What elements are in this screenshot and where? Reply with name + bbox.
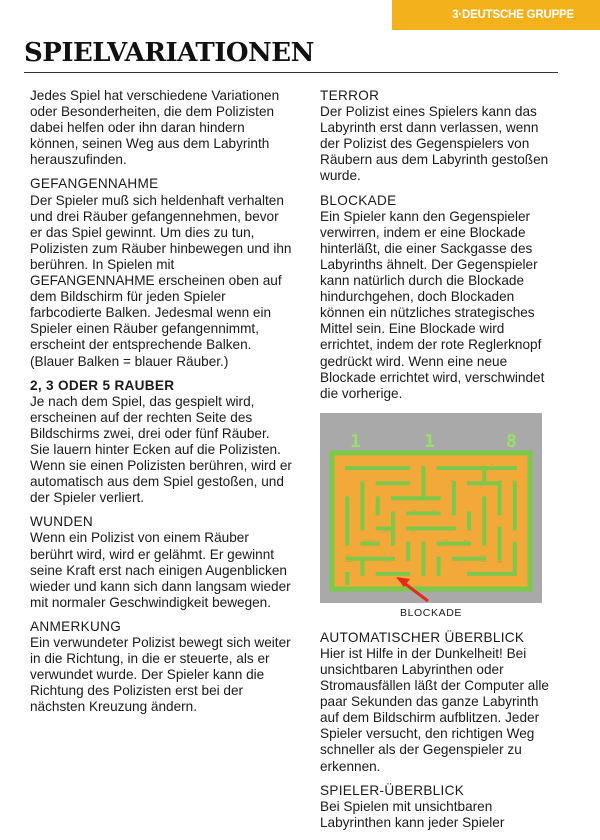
heading-anmerkung: ANMERKUNG: [30, 618, 122, 634]
game-screenshot: [320, 413, 542, 603]
text-anmerkung: Ein verwundeter Polizist bewegt sich weiter in die Richtung, in die er steuerte, als er verwundet wurde. Der Spieler kann die Richtung des Polizisten erst bei der nächsten Kreuzung ändern.: [30, 635, 291, 715]
text-blockade: Ein Spieler kann den Gegenspieler verwirren, indem er eine Blockade hinterläßt, die einer Sackgasse des Labyrinths ähnelt. Der Gegenspieler kann natürlich durch die Blockade hindurchgehen, doch Blockaden können ein nützliches strategisches Mittel sein. Eine Blockade wird errichtet, indem der rote Reglerknopf gedrückt wird. Wenn eine neue Blockade errichtet wird, verschwindet die vorherige.: [320, 208, 545, 401]
heading-gefangennahme: GEFANGENNAHME: [30, 176, 159, 192]
figure-caption: BLOCKADE: [400, 606, 462, 619]
score-left: 1: [350, 430, 361, 452]
text-spieler-ueberblick: Bei Spielen mit unsichtbaren Labyrinthen kann jeder Spieler: [320, 798, 505, 830]
heading-automatischer-ueberblick: AUTOMATISCHER ÜBERBLICK: [320, 629, 525, 645]
text-automatischer-ueberblick: Hier ist Hilfe in der Dunkelheit! Bei unsichtbaren Labyrinthen oder Stromausfällen läßt der Computer alle paar Sekunden das ganze Labyrinth auf dem Bildschirm aufblitzen. Jeder Spieler versucht, den richtigen Weg schneller als der Gegenspieler zu erkennen.: [320, 645, 549, 774]
title-rule: [24, 72, 558, 73]
heading-terror: TERROR: [320, 88, 380, 103]
score-middle: 1: [424, 430, 435, 452]
right-column: [320, 88, 560, 831]
text-wunden: Wenn ein Polizist von einem Räuber berührt wird, wird er gelähmt. Er gewinnt seine Kraft erst nach einigen Augenblicken wieder und kann sich dann langsam wieder mit normaler Geschwindigkeit bewegen.: [30, 530, 291, 610]
maze-illustration: [320, 413, 542, 603]
text-raeuber-anzahl: Je nach dem Spiel, das gespielt wird, erscheinen auf der rechten Seite des Bildschirms zwei, drei oder fünf Räuber. Sie lauern hinter Ecken auf die Polizisten. Wenn sie einen Polizisten berühren, wird er automatisch aus dem Spiel gestoßen, und der Spieler verliert.: [30, 393, 292, 506]
heading-wunden: WUNDEN: [30, 514, 93, 530]
text-gefangennahme: Der Spieler muß sich heldenhaft verhalten und drei Räuber gefangennehmen, bevor er das Spiel gewinnt. Um dies zu tun, Polizisten zum Räuber hinbewegen und ihn berühren. In Spielen mit GEFANGENNAHME erscheinen oben auf dem Bildschirm für jeden Spieler farbcodierte Balken. Jedesmal wenn ein Spieler einen Räuber gefangennimmt, erscheint der entsprechende Balken. (Blauer Balken = blauer Räuber.): [30, 192, 292, 369]
heading-blockade: BLOCKADE: [320, 192, 397, 208]
left-column: [30, 88, 292, 715]
intro-paragraph: Jedes Spiel hat verschiedene Variationen oder Besonderheiten, die dem Polizisten dabei helfen oder ihn daran hindern können, seinen Weg aus dem Labyrinth herauszufinden.: [30, 88, 280, 168]
chapter-tab: 3·DEUTSCHE GRUPPE: [392, 0, 600, 30]
heading-raeuber-anzahl: 2, 3 ODER 5 RAUBER: [30, 377, 175, 393]
heading-spieler-ueberblick: SPIELER-ÜBERBLICK: [320, 782, 465, 798]
score-right: 8: [506, 430, 517, 452]
text-terror: Der Polizist eines Spielers kann das Labyrinth erst dann verlassen, wenn der Polizist des Gegenspielers von Räubern aus dem Labyrinth gestoßen wurde.: [320, 104, 549, 184]
page-title: SPIELVARIATIONEN: [24, 38, 314, 68]
